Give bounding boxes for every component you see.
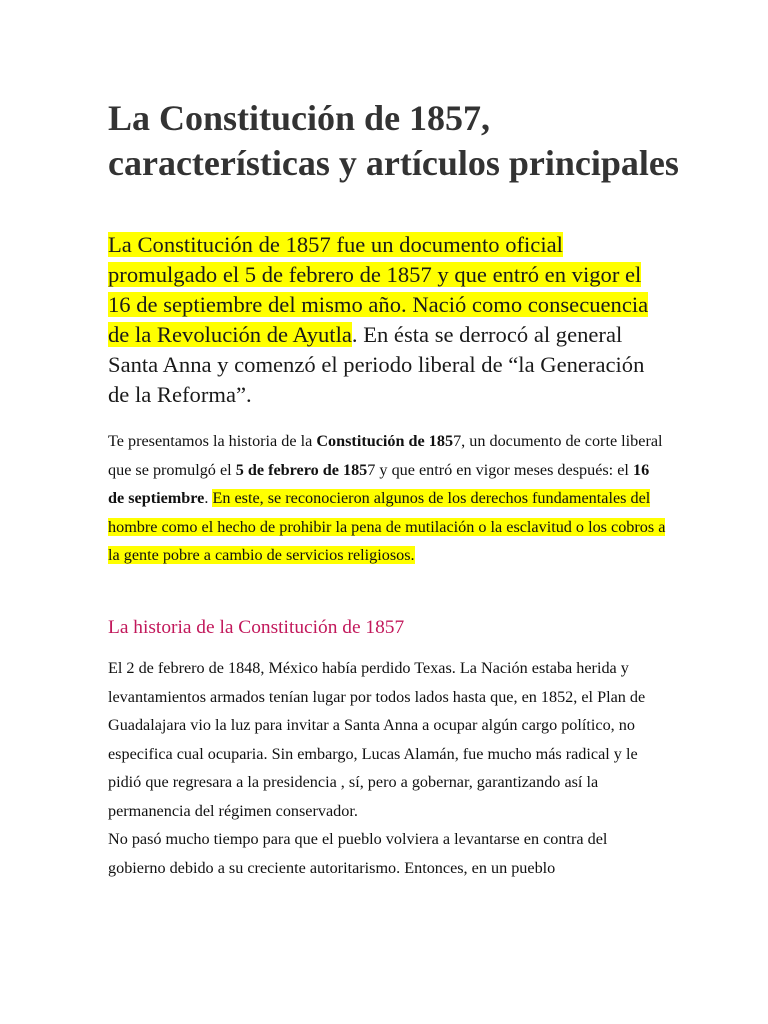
article-title: La Constitución de 1857, características y artículos principales	[108, 98, 679, 183]
lead-text: . En ésta se derrocó al general Santa Anna y comenzó el periodo liberal de “la Generación de la Reforma”.	[108, 322, 645, 407]
intro-text-4: .	[204, 489, 213, 507]
lead-highlighted-text: La Constitución de 1857 fue un documento oficial promulgado el 5 de febrero de 1857 y que entró en vigor el 16 de septiembre del mismo año. Nació como consecuencia de la Revolución de Ayutla	[108, 232, 649, 347]
lead-paragraph	[108, 230, 668, 410]
history-paragraph-2: No pasó mucho tiempo para que el pueblo volviera a levantarse en contra del gobierno debido a su creciente autoritarismo. Entonces, en un pueblo	[108, 830, 608, 877]
section-heading-historia: La historia de la Constitución de 1857	[108, 617, 405, 638]
history-paragraph-1: El 2 de febrero de 1848, México había perdido Texas. La Nación estaba herida y levantamientos armados tenían lugar por todos lados hasta que, en 1852, el Plan de Guadalajara vio la luz para invitar a Santa Anna a ocupar algún cargo político, no especifica cual ocuparia. Sin embargo, Lucas Alamán, fue mucho más radical y le pidió que regresara a la presidencia , sí, pero a gobernar, garantizando así la permanencia del régimen conservador.	[108, 659, 646, 820]
intro-bold-fecha: 5 de febrero de 185	[235, 460, 368, 479]
intro-text-2: 7, un documento de corte liberal que se promulgó el	[108, 432, 663, 479]
intro-highlighted-text: En este, se reconocieron algunos de los derechos fundamentales del hombre como el hecho de prohibir la pena de mutilación o la esclavitud o los cobros a la gente pobre a cambio de servicios religiosos.	[108, 489, 666, 564]
intro-paragraph	[108, 427, 668, 570]
intro-bold-septiembre: 16 de septiembre	[108, 460, 650, 507]
intro-text-1: Te presentamos la historia de la	[108, 432, 317, 450]
history-paragraph	[108, 654, 668, 882]
intro-text-3: 7 y que entró en vigor meses después: el	[367, 460, 633, 479]
intro-bold-constitucion: Constitución de 185	[316, 432, 454, 450]
